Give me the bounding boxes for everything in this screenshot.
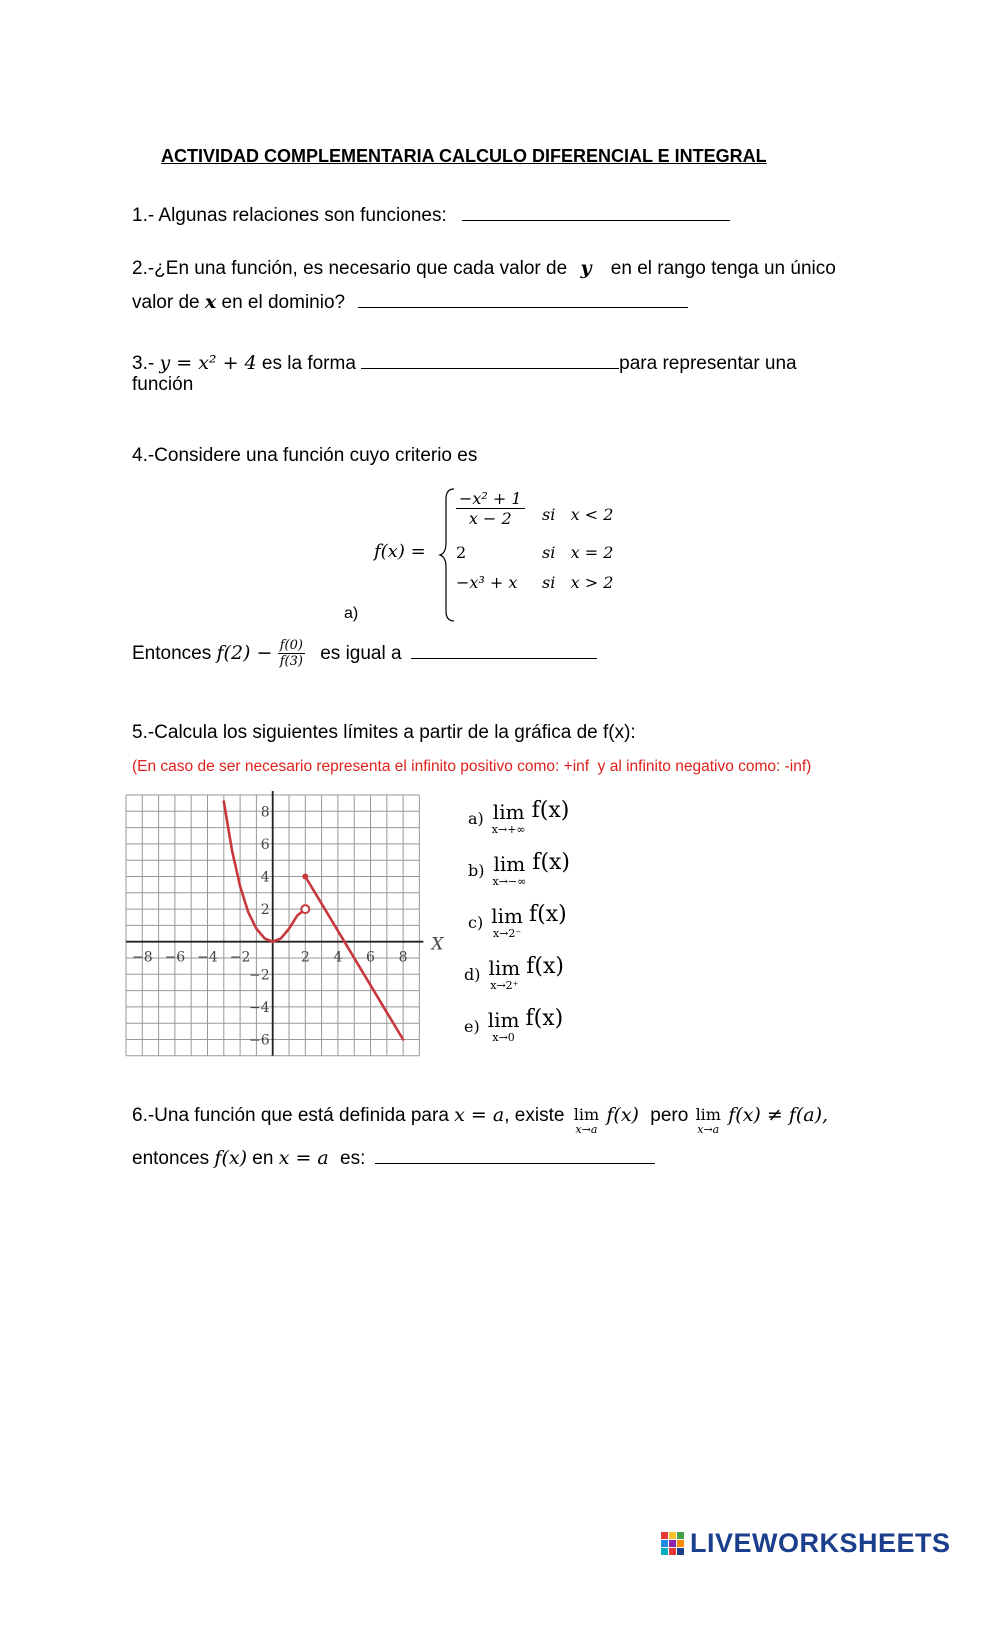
limit-item-e	[464, 1008, 563, 1043]
variable-x: x	[204, 291, 217, 313]
question-3-line-1	[132, 350, 797, 375]
y-tick-label: 6	[260, 836, 270, 853]
limit-operator	[492, 800, 526, 835]
x-tick-label: 8	[398, 949, 408, 966]
case-1-condition: si x < 2	[542, 505, 614, 524]
x-tick-label: 4	[333, 949, 343, 966]
question-2-text-b: en el rango tenga un único	[610, 258, 836, 279]
limit-word: lim	[695, 1105, 721, 1124]
question-6-line-1	[132, 1104, 828, 1135]
y-tick-label: 2	[260, 902, 270, 919]
case-1-denominator: x − 2	[468, 509, 512, 528]
y-tick-label: −2	[249, 967, 270, 984]
limit-subscript: x→a	[697, 1123, 720, 1136]
limit-subscript: x→+∞	[491, 823, 526, 836]
piecewise-function	[374, 487, 634, 627]
question-4-answer-line	[132, 636, 597, 671]
question-4-answer-prefix: Entonces	[132, 643, 212, 664]
question-3-number: 3.-	[132, 353, 155, 374]
question-6-text-c: pero	[650, 1105, 689, 1126]
f-of-2: f(2) −	[216, 642, 273, 664]
case-1-fraction	[456, 489, 525, 528]
x-tick-label: −4	[197, 949, 218, 966]
answer-field-1[interactable]	[462, 202, 730, 221]
liveworksheets-wordmark: LIVEWORKSHEETS	[690, 1528, 951, 1558]
limit-label: d)	[464, 965, 481, 984]
limit-subscript: x→−∞	[492, 875, 527, 888]
x-axis-label: X	[431, 934, 444, 955]
x-equals-a: x = a	[454, 1104, 505, 1126]
y-tick-label: 8	[260, 804, 270, 821]
question-6-text-a: 6.-Una función que está definida para	[132, 1105, 449, 1126]
liveworksheets-icon	[660, 1531, 686, 1557]
case-2-condition: si x = 2	[542, 543, 614, 562]
graph-tick-labels	[132, 804, 408, 1048]
question-6-text-e: es:	[340, 1148, 366, 1169]
limit-operator	[492, 852, 526, 887]
limit-word: lim	[488, 956, 521, 980]
x-tick-label: −6	[164, 949, 186, 966]
question-6-text-en: en	[252, 1148, 274, 1169]
answer-field-6[interactable]	[375, 1145, 655, 1164]
limit-subscript: x→2⁻	[492, 927, 522, 940]
question-3-text-b: para representar una	[619, 353, 797, 374]
question-4-text: 4.-Considere una función cuyo criterio es	[132, 445, 478, 466]
limit-expression: f(x)	[532, 850, 571, 875]
x-tick-label: −2	[229, 949, 251, 966]
limit-word: lim	[492, 800, 525, 824]
limit-label: b)	[468, 861, 485, 880]
question-2-text-c: valor de	[132, 292, 200, 313]
answer-field-3[interactable]	[361, 350, 619, 369]
question-3-line-2: función	[132, 374, 194, 395]
fraction-numerator: f(0)	[279, 638, 303, 654]
question-6-text-b: , existe	[504, 1105, 565, 1126]
open-point	[301, 905, 309, 913]
limit-operator	[488, 1008, 520, 1043]
question-3-formula: y = x² + 4	[159, 352, 257, 374]
limit-subscript: x→a	[575, 1123, 598, 1136]
variable-y: y	[580, 257, 592, 279]
limit-word: lim	[487, 1008, 520, 1032]
x-equals-a: x = a	[278, 1147, 329, 1169]
question-2-line-2	[132, 289, 688, 314]
limit-expression: f(x)	[525, 1006, 564, 1031]
piecewise-fx: f(x) =	[374, 541, 426, 562]
limit-operator	[488, 956, 520, 991]
limit-expression: f(x)	[528, 902, 567, 927]
y-tick-label: −6	[249, 1032, 270, 1049]
y-tick-label: 4	[260, 869, 270, 886]
limits-list	[462, 800, 622, 1060]
limit-word: lim	[491, 904, 523, 928]
limit-label: a)	[468, 809, 484, 828]
case-3-expression: −x³ + x	[456, 573, 518, 592]
question-4-answer-suffix: es igual a	[320, 643, 402, 664]
question-3-text-a: es la forma	[261, 353, 356, 374]
x-tick-label: 6	[366, 949, 375, 966]
limit-item-d	[464, 956, 564, 991]
limit-subscript: x→2⁺	[490, 979, 519, 992]
graph-axes	[126, 791, 423, 1056]
question-5-note: (En caso de ser necesario representa el infinito positivo como: +inf y al infinito negativo como: -inf)	[132, 758, 812, 775]
f-of-x-not-equal-f-of-a: f(x) ≠ f(a),	[728, 1104, 829, 1126]
question-1	[132, 202, 730, 227]
question-2-text-d: en el dominio?	[221, 292, 346, 313]
limit-x-to-a	[574, 1106, 599, 1135]
limit-operator	[491, 904, 523, 939]
answer-field-4[interactable]	[411, 640, 597, 659]
case-1-numerator: −x² + 1	[456, 489, 525, 509]
limit-expression: f(x)	[531, 798, 570, 823]
liveworksheets-logo	[660, 1528, 951, 1559]
limit-item-c	[468, 904, 567, 939]
f0-over-f3-fraction	[278, 638, 305, 669]
question-2-text-a: 2.-¿En una función, es necesario que cada valor de	[132, 258, 568, 279]
limit-label: e)	[464, 1017, 480, 1036]
limit-subscript: x→0	[492, 1031, 515, 1044]
limit-word: lim	[573, 1105, 600, 1124]
fraction-denominator: f(3)	[279, 654, 303, 670]
item-a-label: a)	[344, 605, 359, 622]
limit-word: lim	[493, 852, 526, 876]
limit-expression: f(x)	[526, 954, 564, 979]
page-title: ACTIVIDAD COMPLEMENTARIA CALCULO DIFERENCIAL E INTEGRAL	[161, 146, 767, 166]
case-2-expression: 2	[456, 543, 467, 562]
limit-item-a	[468, 800, 569, 835]
y-tick-label: −4	[249, 999, 270, 1016]
limit-label: c)	[468, 913, 484, 932]
f-of-x: f(x)	[214, 1147, 247, 1169]
question-6-line-2	[132, 1145, 655, 1170]
closed-point	[302, 874, 308, 880]
function-graph	[118, 787, 444, 1059]
case-3-condition: si x > 2	[542, 573, 614, 592]
f-of-x: f(x)	[606, 1104, 639, 1126]
question-2-line-1	[132, 257, 836, 280]
x-tick-label: 2	[300, 949, 310, 966]
question-6-text-d: entonces	[132, 1148, 210, 1169]
answer-field-2[interactable]	[358, 289, 688, 308]
question-5-text: 5.-Calcula los siguientes límites a partir de la gráfica de f(x):	[132, 722, 636, 743]
x-tick-label: −8	[131, 949, 153, 966]
question-1-text: 1.- Algunas relaciones son funciones:	[132, 205, 447, 226]
limit-item-b	[468, 852, 570, 887]
limit-x-to-a-2	[696, 1106, 721, 1135]
